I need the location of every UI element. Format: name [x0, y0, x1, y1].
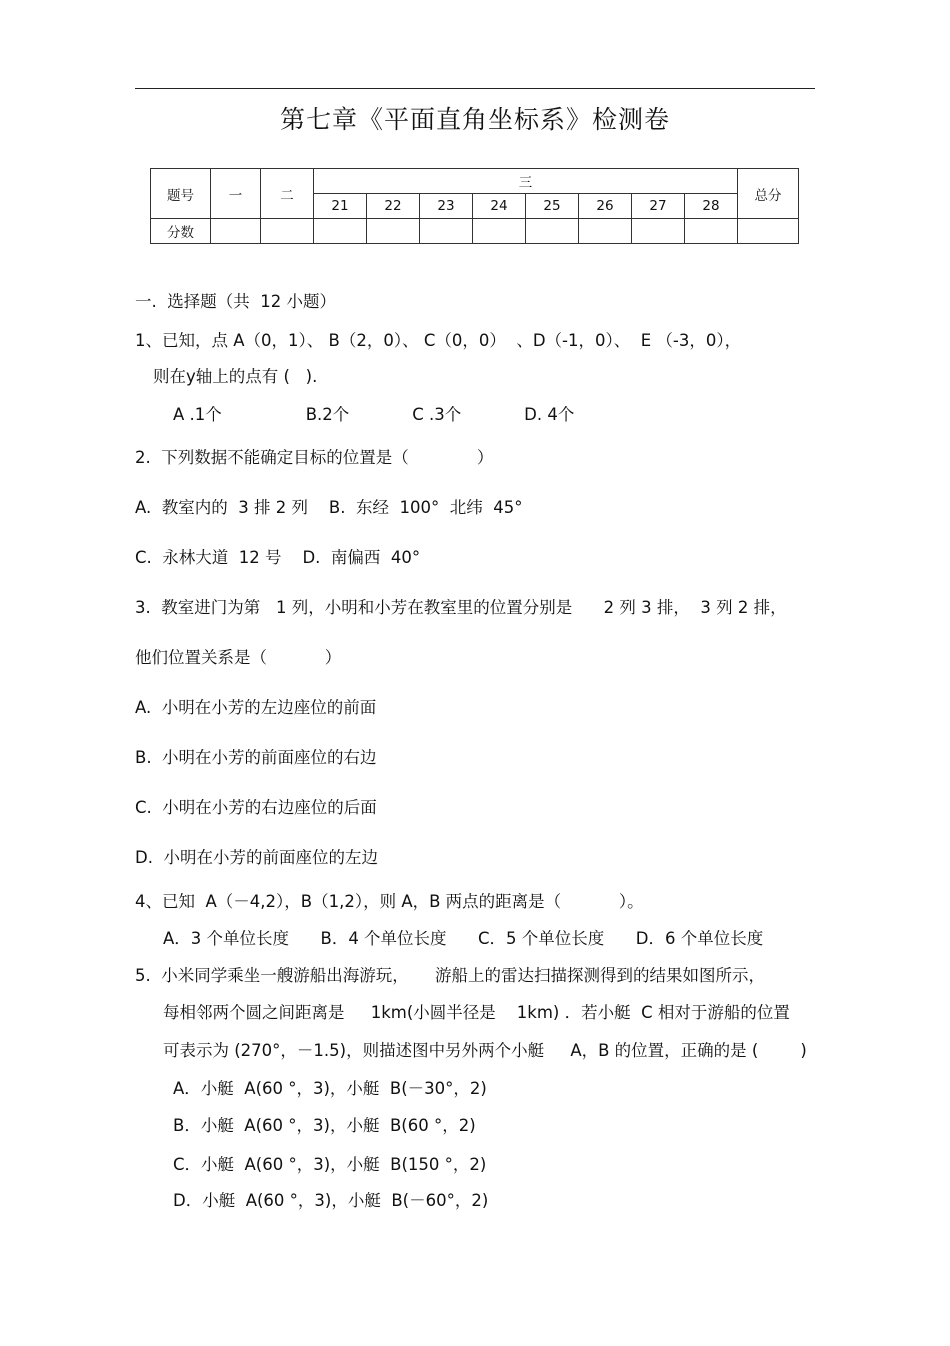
question-num-cell: 26 — [579, 194, 632, 219]
question-3-text-cont: 他们位置关系是（ ） — [135, 648, 342, 667]
score-cell — [211, 219, 261, 244]
page-title: 第七章《平面直角坐标系》检测卷 — [279, 105, 670, 134]
total-header: 总分 — [738, 169, 799, 219]
section-3-header: 三 — [314, 169, 738, 194]
score-cell — [738, 219, 799, 244]
question-num-cell: 21 — [314, 194, 367, 219]
question-2-options-ab: A. 教室内的 3 排 2 列 B. 东经 100° 北纬 45° — [135, 498, 523, 517]
col-label-cell: 题号 — [151, 169, 211, 219]
score-cell — [685, 219, 738, 244]
section-1-header: 一 — [211, 169, 261, 219]
score-cell — [579, 219, 632, 244]
score-table — [150, 168, 799, 244]
score-cell — [632, 219, 685, 244]
score-cell — [473, 219, 526, 244]
header-rule — [135, 88, 815, 89]
section-2-header: 二 — [261, 169, 314, 219]
score-cell — [420, 219, 473, 244]
question-5-option-d: D．小艇 A(60 °，3)，小艇 B(－60°，2) — [173, 1191, 489, 1210]
question-4-text: 4、已知 A（－4,2），B（1,2），则 A，B 两点的距离是（ ）。 — [135, 892, 644, 911]
question-5-option-b: B．小艇 A(60 °，3)，小艇 B(60 °，2) — [173, 1116, 476, 1135]
question-5-option-c: C．小艇 A(60 °，3)，小艇 B(150 °，2) — [173, 1155, 487, 1174]
score-cell — [367, 219, 420, 244]
question-1-options: A .1个 B.2个 C .3个 D. 4个 — [173, 405, 575, 424]
question-3-option-c: C. 小明在小芳的右边座位的后面 — [135, 798, 377, 817]
score-cell — [526, 219, 579, 244]
question-num-cell: 27 — [632, 194, 685, 219]
score-cell — [314, 219, 367, 244]
row-label-cell: 分数 — [151, 219, 211, 244]
section-heading: 一. 选择题（共 12 小题） — [135, 292, 336, 311]
question-3-text: 3. 教室进门为第 1 列，小明和小芳在教室里的位置分别是 2 列 3 排， 3 列 2 排， — [135, 598, 787, 617]
question-num-cell: 24 — [473, 194, 526, 219]
question-5-text: 5. 小米同学乘坐一艘游船出海游玩， 游船上的雷达扫描探测得到的结果如图所示， — [135, 966, 765, 985]
question-num-cell: 23 — [420, 194, 473, 219]
question-3-option-d: D. 小明在小芳的前面座位的左边 — [135, 848, 378, 867]
question-3-option-b: B. 小明在小芳的前面座位的右边 — [135, 748, 377, 767]
question-num-cell: 25 — [526, 194, 579, 219]
question-4-options: A．3 个单位长度 B．4 个单位长度 C．5 个单位长度 D．6 个单位长度 — [163, 929, 764, 948]
question-num-cell: 22 — [367, 194, 420, 219]
question-num-cell: 28 — [685, 194, 738, 219]
question-2-text: 2. 下列数据不能确定目标的位置是（ ） — [135, 448, 494, 467]
question-1-text: 1、已知，点 A（0，1）、 B（2，0）、 C（0，0） 、D（-1，0）、 E （-3，0）， — [135, 331, 742, 350]
question-5-option-a: A．小艇 A(60 °，3)，小艇 B(－30°，2) — [173, 1079, 487, 1098]
score-cell — [261, 219, 314, 244]
question-5-text-cont-2: 可表示为 (270°，－1.5)，则描述图中另外两个小艇 A，B 的位置，正确的是 ( ) — [163, 1041, 807, 1060]
question-3-option-a: A. 小明在小芳的左边座位的前面 — [135, 698, 377, 717]
question-2-options-cd: C. 永林大道 12 号 D. 南偏西 40° — [135, 548, 421, 567]
question-1-text-cont: 则在y轴上的点有 ( ). — [153, 367, 318, 386]
question-5-text-cont-1: 每相邻两个圆之间距离是 1km(小圆半径是 1km) ．若小艇 C 相对于游船的位置 — [163, 1003, 790, 1022]
